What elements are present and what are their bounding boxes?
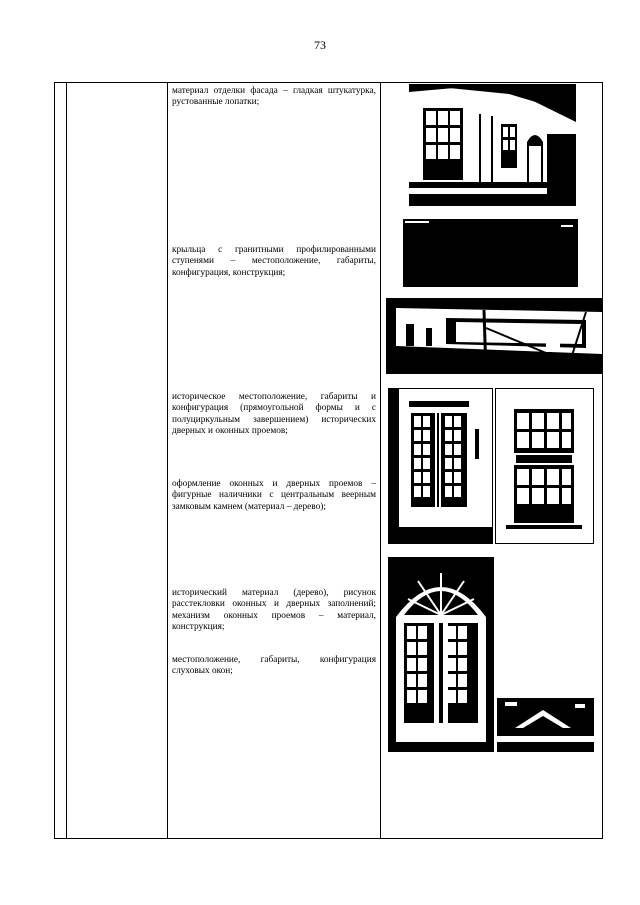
porch-steps-photo bbox=[403, 219, 578, 287]
table-row-text: оформление оконных и дверных проемов – фигурные наличники с центральным веерным замковым камнем (материал – дерево); bbox=[172, 479, 376, 512]
window-photo bbox=[495, 388, 594, 544]
column-divider bbox=[380, 82, 381, 839]
dormer-photo bbox=[497, 688, 594, 752]
arched-door-photo bbox=[388, 557, 494, 752]
column-divider bbox=[66, 82, 67, 839]
table-row-text: исторический материал (дерево), рисунок расстекловки оконных и дверных заполнений; механизм оконных проемов – материал, конструкция; bbox=[172, 588, 376, 632]
table-row-text: материал отделки фасада – гладкая штукатурка, рустованные лопатки; bbox=[172, 86, 376, 108]
table-bottom-border bbox=[54, 838, 602, 839]
column-divider bbox=[54, 82, 55, 839]
table-top-border bbox=[54, 82, 602, 83]
column-divider bbox=[602, 82, 603, 839]
column-divider bbox=[167, 82, 168, 839]
porch-detail-photo bbox=[386, 298, 602, 374]
table-row-text: историческое местоположение, габариты и конфигурация (прямоугольной формы и с полуциркульным завершением) исторических дверных и оконных проемов; bbox=[172, 392, 376, 436]
table-row-text: местоположение, габариты, конфигурация слуховых окон; bbox=[172, 655, 376, 677]
page-number: 73 bbox=[314, 38, 326, 52]
table-row-text: крыльца с гранитными профилированными ступенями – местоположение, габариты, конфигурация, конструкция; bbox=[172, 245, 376, 278]
facade-photo bbox=[409, 84, 576, 206]
door-photo bbox=[388, 388, 493, 544]
